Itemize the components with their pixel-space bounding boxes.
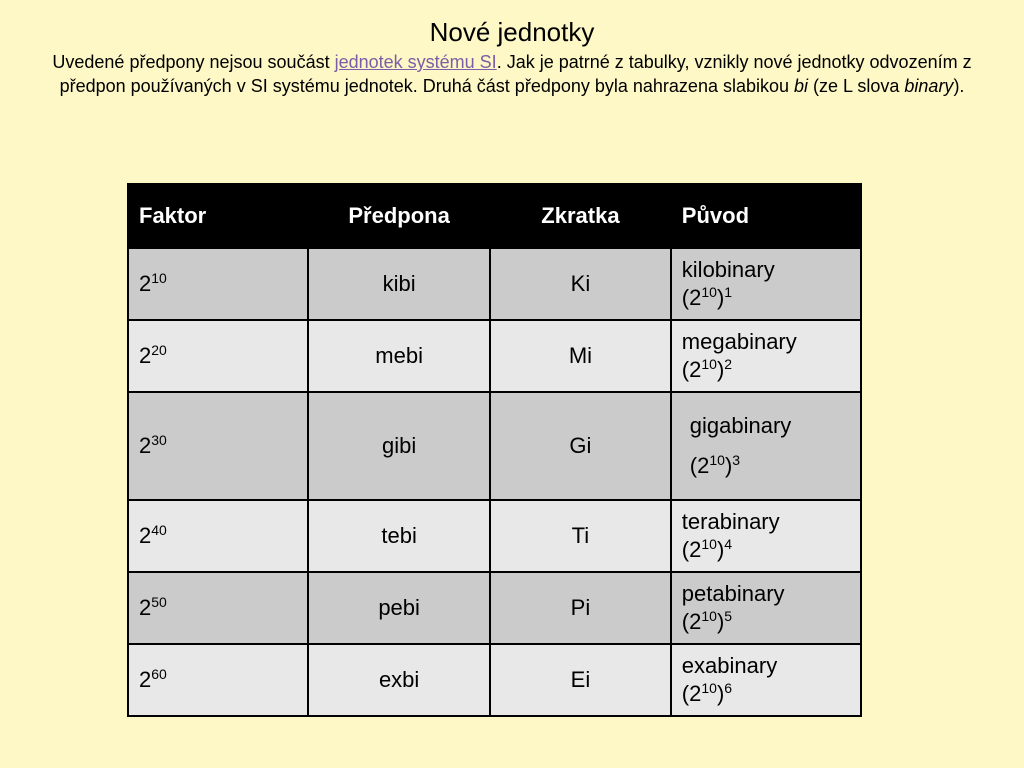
table-row: [128, 392, 861, 500]
intro-italic-bi: bi: [794, 76, 809, 96]
origin-close: ): [716, 537, 725, 562]
origin-exponent: 1: [724, 284, 733, 300]
origin-inner-exponent: 10: [701, 356, 717, 372]
origin-exponent: 3: [732, 452, 741, 468]
factor-exponent: 10: [151, 270, 167, 286]
origin-open: (2: [681, 609, 702, 634]
factor-cell: [128, 248, 308, 320]
header-prefix: Předpona: [308, 184, 490, 248]
factor-cell: [128, 392, 308, 500]
origin-inner-exponent: 10: [701, 680, 717, 696]
factor-cell: [128, 320, 308, 392]
factor-cell: [128, 500, 308, 572]
origin-cell: [671, 572, 861, 644]
origin-inner-exponent: 10: [709, 452, 725, 468]
header-abbreviation: Zkratka: [490, 184, 671, 248]
origin-close: ): [716, 609, 725, 634]
factor-exponent: 30: [151, 432, 167, 448]
factor-base: 2: [139, 523, 152, 548]
prefix-cell: pebi: [308, 572, 490, 644]
table-row: [128, 320, 861, 392]
page-title: Nové jednotky: [429, 17, 595, 47]
si-units-link[interactable]: jednotek systému SI: [334, 52, 497, 72]
origin-open: (2: [681, 681, 702, 706]
factor-base: 2: [139, 433, 152, 458]
intro-text-2: . Jak je patrné z tabulky, vznikly nové jednotky odvozením z předpon používaných v SI systému jednotek. Druhá část předpony byla nahrazena slabikou: [59, 52, 972, 96]
prefix-cell: tebi: [308, 500, 490, 572]
factor-exponent: 20: [151, 342, 167, 358]
table-row: [128, 500, 861, 572]
origin-open: (2: [681, 537, 702, 562]
origin-exponent: 5: [724, 608, 733, 624]
origin-word: terabinary: [681, 509, 780, 534]
prefix-cell: kibi: [308, 248, 490, 320]
abbreviation-cell: Mi: [490, 320, 671, 392]
origin-close: ): [716, 285, 725, 310]
factor-base: 2: [139, 595, 152, 620]
origin-word: exabinary: [681, 653, 778, 678]
origin-inner-exponent: 10: [701, 284, 717, 300]
origin-word: kilobinary: [681, 257, 775, 282]
abbreviation-cell: Ei: [490, 644, 671, 716]
origin-close: ): [724, 453, 733, 478]
prefix-cell: exbi: [308, 644, 490, 716]
table-header-row: [128, 184, 861, 248]
factor-base: 2: [139, 667, 152, 692]
origin-inner-exponent: 10: [701, 608, 717, 624]
binary-prefix-table: [127, 183, 862, 717]
factor-cell: [128, 572, 308, 644]
table-row: [128, 572, 861, 644]
header-factor: Faktor: [128, 184, 308, 248]
origin-cell: [671, 248, 861, 320]
header-origin: Původ: [671, 184, 861, 248]
abbreviation-cell: Gi: [490, 392, 671, 500]
origin-open: (2: [681, 285, 702, 310]
origin-close: ): [716, 681, 725, 706]
intro-text-1: Uvedené předpony nejsou součást: [52, 52, 335, 72]
origin-word: megabinary: [681, 329, 797, 354]
abbreviation-cell: Ti: [490, 500, 671, 572]
origin-close: ): [716, 357, 725, 382]
origin-cell: [671, 320, 861, 392]
origin-cell: [671, 644, 861, 716]
factor-exponent: 50: [151, 594, 167, 610]
factor-base: 2: [139, 271, 152, 296]
prefix-cell: gibi: [308, 392, 490, 500]
intro-italic-binary: binary: [904, 76, 954, 96]
origin-cell: [671, 500, 861, 572]
origin-cell: [671, 392, 861, 500]
origin-word: petabinary: [681, 581, 785, 606]
origin-open: (2: [681, 357, 702, 382]
intro-text-3: (ze L slova: [808, 76, 905, 96]
abbreviation-cell: Pi: [490, 572, 671, 644]
factor-cell: [128, 644, 308, 716]
factor-base: 2: [139, 343, 152, 368]
origin-word: gigabinary: [689, 413, 792, 438]
table-row: [128, 248, 861, 320]
factor-exponent: 60: [151, 666, 167, 682]
prefix-cell: mebi: [308, 320, 490, 392]
abbreviation-cell: Ki: [490, 248, 671, 320]
origin-exponent: 6: [724, 680, 733, 696]
origin-exponent: 4: [724, 536, 733, 552]
table-row: [128, 644, 861, 716]
origin-open: (2: [689, 453, 710, 478]
factor-exponent: 40: [151, 522, 167, 538]
origin-exponent: 2: [724, 356, 733, 372]
intro-paragraph: [40, 50, 984, 98]
origin-inner-exponent: 10: [701, 536, 717, 552]
intro-text-4: ).: [953, 76, 965, 96]
